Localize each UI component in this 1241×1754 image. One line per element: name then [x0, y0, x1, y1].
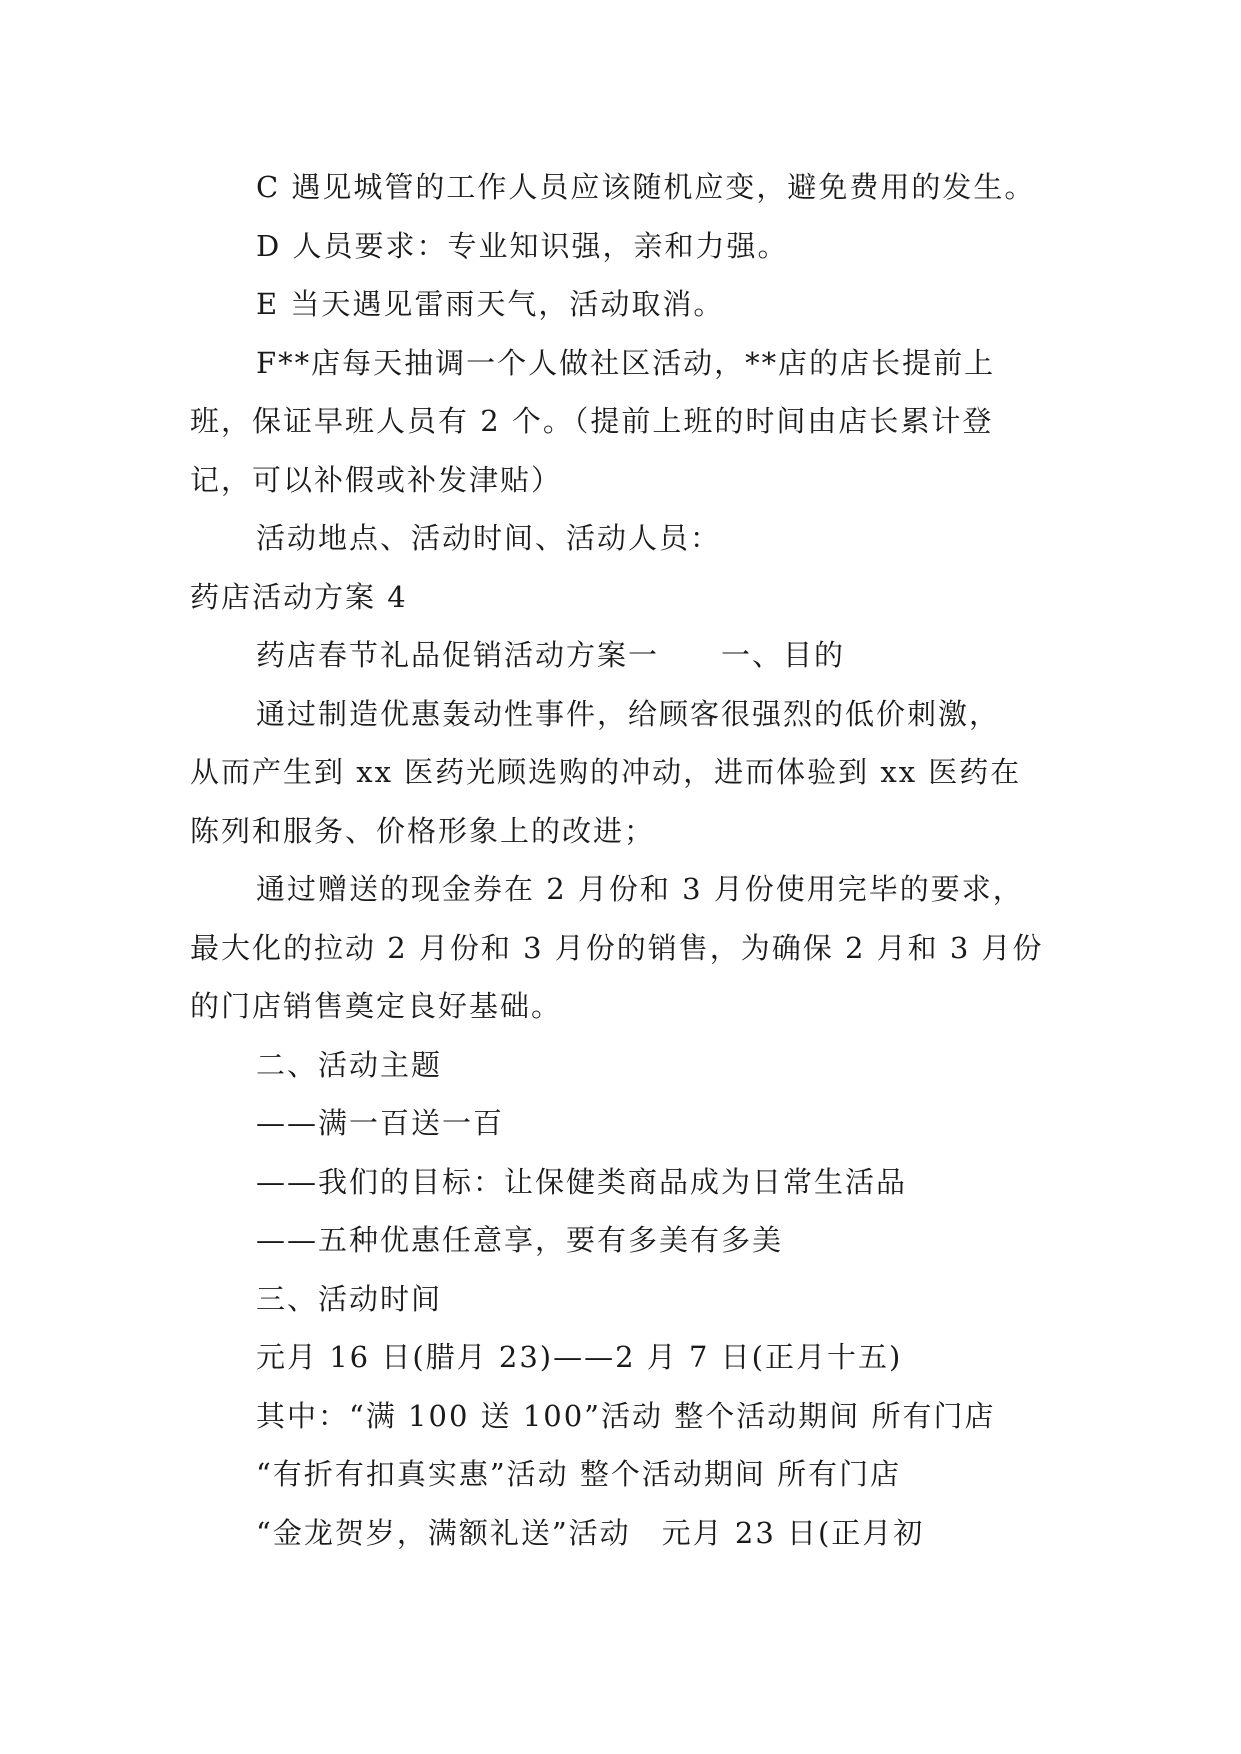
text-line: 药店春节礼品促销活动方案一 一、目的: [256, 638, 846, 672]
text-line: ——我们的目标：让保健类商品成为日常生活品: [256, 1164, 908, 1199]
text-line: ——满一百送一百: [256, 1106, 505, 1140]
text-line: F**店每天抽调一个人做社区活动，**店的店长提前上: [256, 345, 996, 380]
text-line: 最大化的拉动 2 月份和 3 月份的销售，为确保 2 月和 3 月份: [190, 930, 1044, 965]
text-line: “有折有扣真实惠”活动 整个活动期间 所有门店: [256, 1457, 902, 1491]
text-line: C 遇见城管的工作人员应该随机应变，避免费用的发生。: [256, 170, 1036, 204]
text-line: 从而产生到 xx 医药光顾选购的冲动，进而体验到 xx 医药在: [190, 755, 1022, 789]
text-line: 通过制造优惠轰动性事件，给顾客很强烈的低价刺激，: [256, 696, 1001, 731]
text-line: 元月 16 日(腊月 23)——2 月 7 日(正月十五): [256, 1340, 903, 1374]
text-line: 的门店销售奠定良好基础。: [190, 989, 563, 1023]
text-line: ——五种优惠任意享，要有多美有多美: [256, 1223, 784, 1257]
text-line: 二、活动主题: [256, 1047, 443, 1082]
text-line: D 人员要求：专业知识强，亲和力强。: [256, 228, 789, 263]
text-line: 陈列和服务、价格形象上的改进；: [190, 813, 656, 848]
document-body: [190, 158, 1070, 1562]
text-line: 班，保证早班人员有 2 个。（提前上班的时间由店长累计登: [190, 404, 994, 438]
section-heading: 药店活动方案 4: [190, 579, 408, 614]
text-line: 记，可以补假或补发津贴）: [190, 462, 563, 497]
text-line: 活动地点、活动时间、活动人员：: [256, 521, 722, 555]
text-line: 三、活动时间: [256, 1281, 443, 1316]
text-line: E 当天遇见雷雨天气，活动取消。: [256, 287, 725, 321]
text-line: 通过赠送的现金券在 2 月份和 3 月份使用完毕的要求，: [256, 872, 1024, 906]
text-line: 其中：“满 100 送 100”活动 整个活动期间 所有门店: [256, 1398, 996, 1433]
text-line: “金龙贺岁，满额礼送”活动 元月 23 日(正月初: [256, 1515, 925, 1550]
